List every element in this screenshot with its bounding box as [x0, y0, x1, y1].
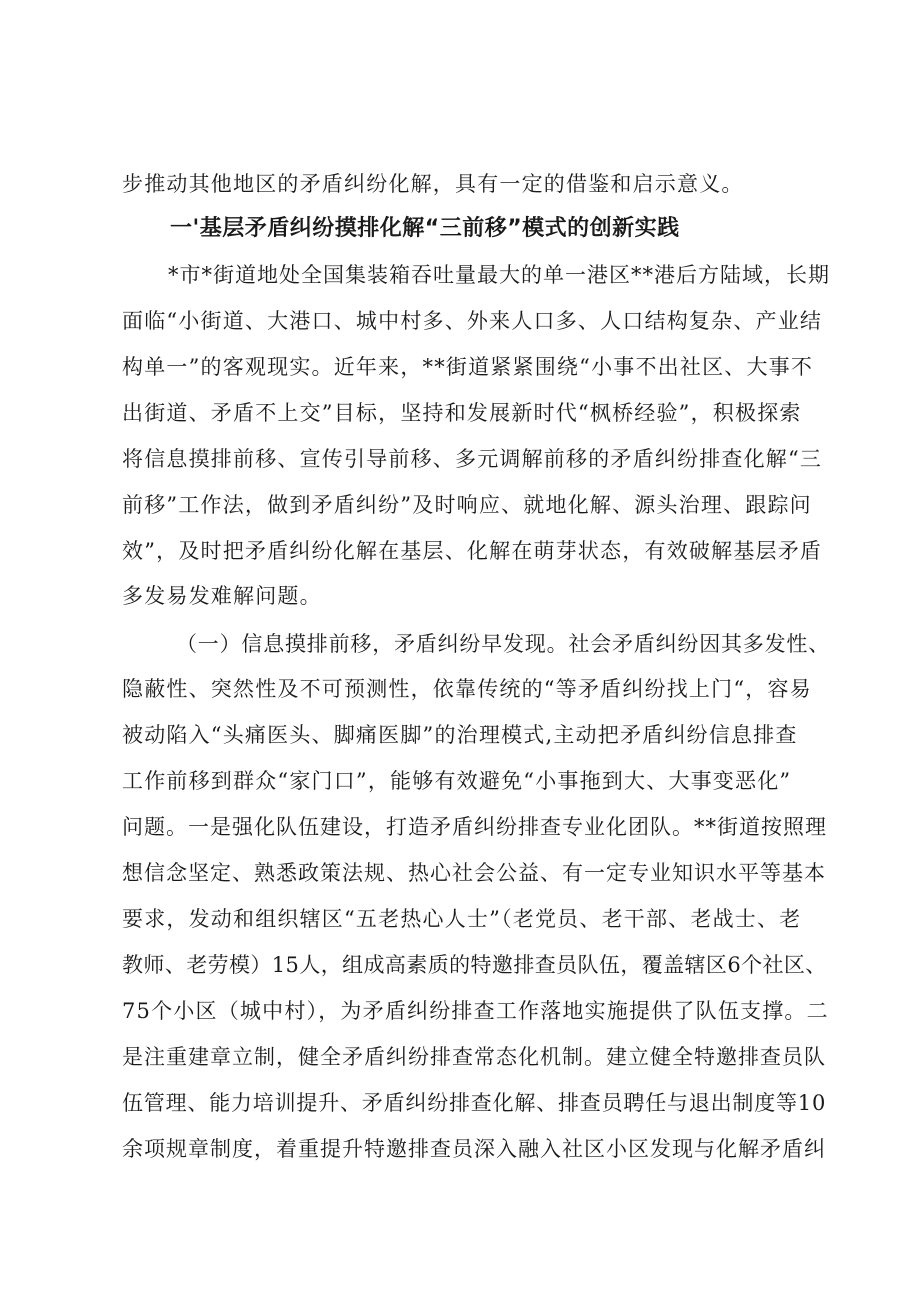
paragraph-line: 工作前移到群众“家门口”，能够有效避免“小事拖到大、大事变恶化”: [122, 769, 792, 793]
paragraph-line: 前移”工作法，做到矛盾纠纷”及时响应、就地化解、源头治理、跟踪问: [122, 493, 812, 517]
paragraph-line: 教师、老劳模）15人，组成高素质的特邀排查员队伍，覆盖辖区6个社区、: [122, 953, 827, 977]
paragraph-line: 将信息摸排前移、宣传引导前移、多元调解前移的矛盾纠纷排查化解“三: [122, 447, 823, 471]
paragraph-line: 面临“小街道、大港口、城中村多、外来人口多、人口结构复杂、产业结: [122, 309, 823, 333]
paragraph-line: 余项规章制度，着重提升特邀排查员深入融入社区小区发现与化解矛盾纠: [122, 1137, 826, 1161]
section-heading: 一'基层矛盾纠纷摸排化解“三前移”模式的创新实践: [170, 216, 680, 241]
paragraph-line: 伍管理、能力培训提升、矛盾纠纷排查化解、排查员聘任与退出制度等10: [122, 1091, 827, 1115]
paragraph-line: 是注重建章立制，健全矛盾纠纷排查常态化机制。建立健全特邀排查员队: [122, 1045, 826, 1069]
paragraph-line: *市*街道地处全国集装箱吞吐量最大的单一港区**港后方陆域，长期: [168, 263, 830, 287]
paragraph-line: 75个小区（城中村），为矛盾纠纷排查工作落地实施提供了队伍支撑。二: [122, 999, 829, 1023]
paragraph-line: 隐蔽性、突然性及不可预测性，依靠传统的“等矛盾纠纷找上门“，容易: [122, 677, 812, 701]
paragraph-line: 被动陷入“头痛医头、脚痛医脚”的治理模式,主动把矛盾纠纷信息排查: [122, 723, 798, 747]
paragraph-line: 要求，发动和组织辖区“五老热心人士”（老党员、老干部、老战士、老: [122, 907, 802, 931]
paragraph-line: 效”，及时把矛盾纠纷化解在基层、化解在萌芽状态，有效破解基层矛盾: [122, 539, 823, 563]
paragraph-line: 想信念坚定、熟悉政策法规、热心社会公益、有一定专业知识水平等基本: [122, 861, 826, 885]
paragraph-line: 多发易发难解问题。: [122, 584, 322, 608]
paragraph-line: 步推动其他地区的矛盾纠纷化解，具有一定的借鉴和启示意义。: [122, 172, 744, 196]
document-body: [122, 0, 830, 1301]
paragraph-line: 构单一”的客观现实。近年来，**街道紧紧围绕“小事不出社区、大事不: [122, 355, 814, 379]
paragraph-line: （一）信息摸排前移，矛盾纠纷早发现。社会矛盾纠纷因其多发性、: [176, 632, 830, 656]
paragraph-line: 问题。一是强化队伍建设，打造矛盾纠纷排查专业化团队。**街道按照理: [122, 815, 827, 839]
paragraph-line: 出街道、矛盾不上交”目标，坚持和发展新时代“枫桥经验”，积极探索: [122, 401, 802, 425]
